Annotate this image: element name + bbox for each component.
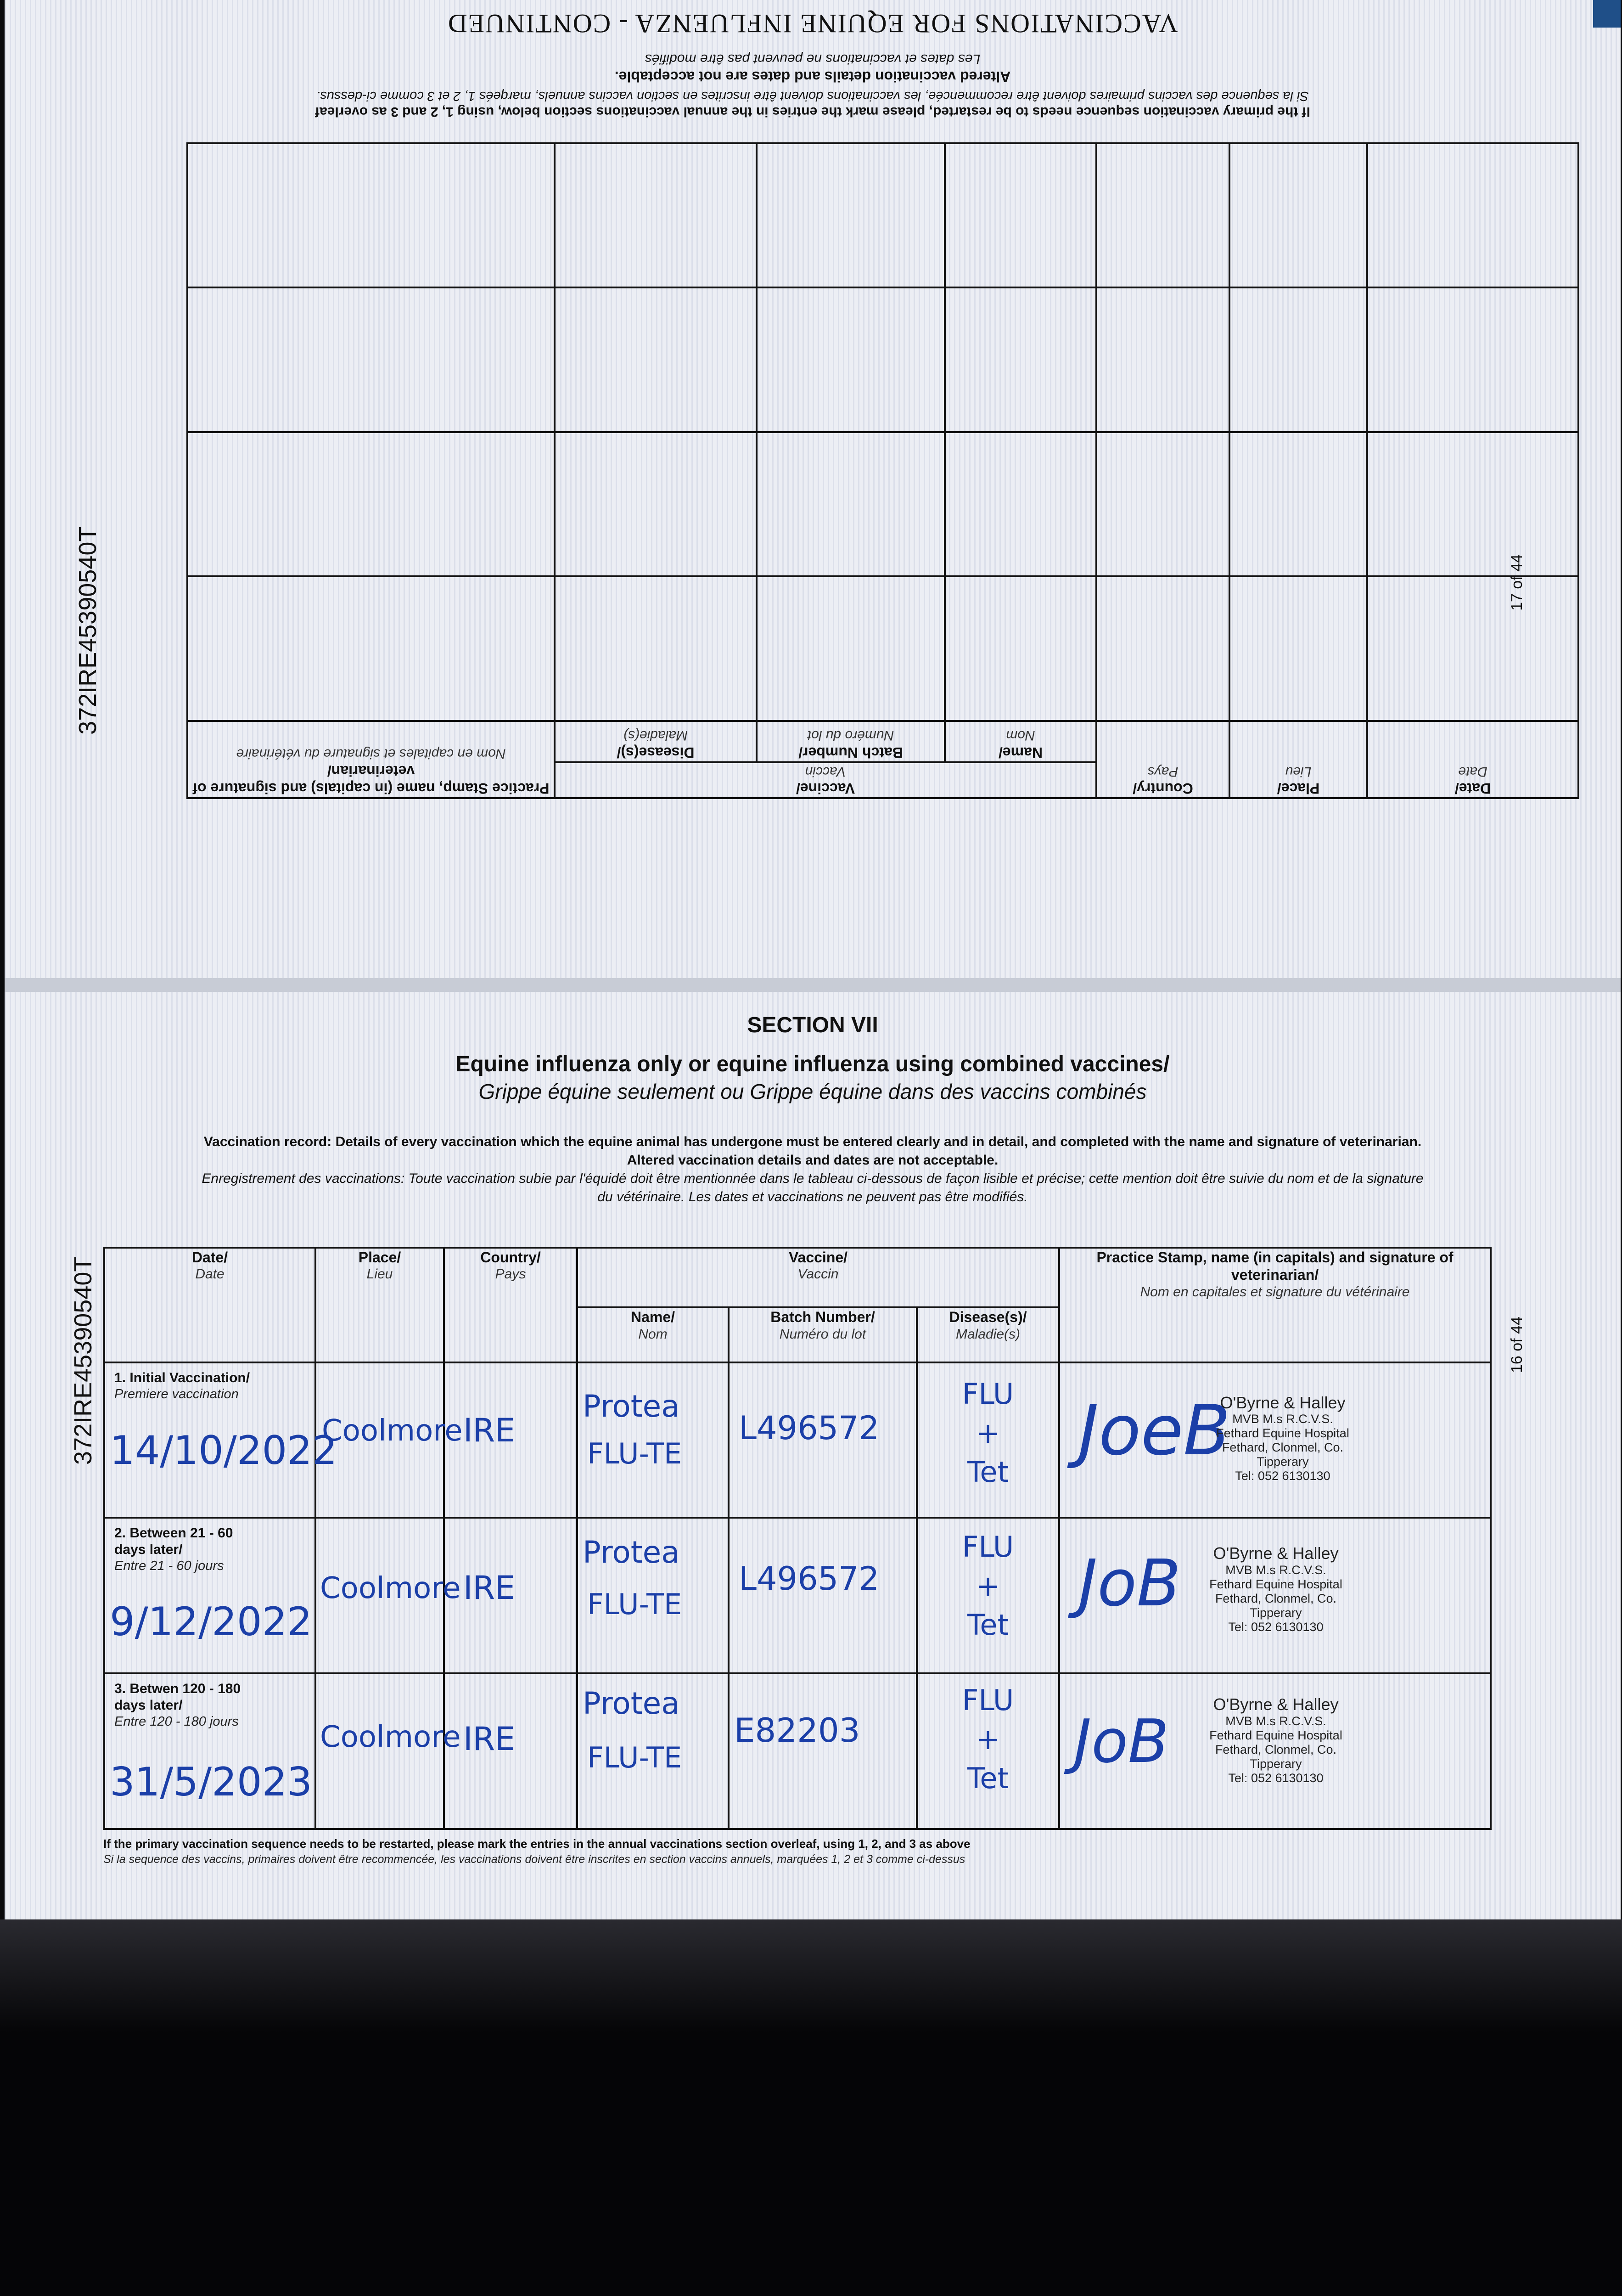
- row-country-cell: [444, 1673, 577, 1829]
- row-vaccine-name-cell: [577, 1673, 729, 1829]
- upper-altered-fr: Les dates et vaccinations ne peuvent pas être modifiés: [645, 51, 981, 67]
- vet-signature: JoeB: [1078, 1390, 1231, 1471]
- row-place: Coolmore: [320, 1720, 461, 1755]
- practice-stamp: O'Byrne & Halley MVB M.s R.C.V.S. Fethard Equine Hospital Fethard, Clonmel, Co. Tipperary Tel: 052 6130130: [1216, 1393, 1349, 1483]
- row-place: Coolmore: [320, 1571, 461, 1606]
- row-date-cell: [104, 1518, 315, 1673]
- row-disease-cell: [917, 1362, 1059, 1518]
- row-disease-3: Tet: [967, 1455, 1009, 1489]
- table-row: [104, 1673, 1491, 1829]
- row-stamp-cell: [1059, 1518, 1491, 1673]
- upper-empty-row: [187, 143, 1578, 287]
- vet-signature: JoB: [1074, 1706, 1169, 1777]
- row-date: 31/5/2023: [110, 1759, 312, 1806]
- row-country: IRE: [463, 1720, 516, 1758]
- row-disease-3: Tet: [967, 1761, 1009, 1795]
- row-disease-2: +: [976, 1416, 1000, 1450]
- upper-header-disease: Disease(s)/ Maladie(s): [555, 721, 757, 762]
- record-note-fr-1: Enregistrement des vaccinations: Toute vaccination subie par l'équidé doit être mentionnée dans le tableau ci-dessous de façon lisible et précise; cette mention doit être suivie du nom et de la signature: [202, 1171, 1424, 1186]
- upper-header-place: Place/ Lieu: [1229, 721, 1367, 798]
- upper-running-title: VACCINATIONS FOR EQUINE INFLUENZA - CONTINUED: [447, 9, 1179, 39]
- row-disease-cell: [917, 1673, 1059, 1829]
- row-disease-2: +: [976, 1569, 1000, 1603]
- upper-vaccination-table: [186, 142, 1579, 799]
- upper-altered-en: Altered vaccination details and dates are not acceptable.: [614, 68, 1011, 85]
- vet-signature: JoB: [1078, 1546, 1181, 1621]
- row-batch: E82203: [734, 1711, 860, 1750]
- row-label: 1. Initial Vaccination/ Premiere vaccination: [114, 1370, 250, 1401]
- header-batch: Batch Number/ Numéro du lot: [729, 1307, 917, 1362]
- header-name: Name/ Nom: [577, 1307, 729, 1362]
- vaccination-table: [103, 1247, 1492, 1830]
- row-vaccine-name-cell: [577, 1518, 729, 1673]
- practice-stamp: O'Byrne & Halley MVB M.s R.C.V.S. Fethard Equine Hospital Fethard, Clonmel, Co. Tipperary Tel: 052 6130130: [1209, 1544, 1342, 1634]
- practice-stamp: O'Byrne & Halley MVB M.s R.C.V.S. Fethard Equine Hospital Fethard, Clonmel, Co. Tipperary Tel: 052 6130130: [1209, 1695, 1342, 1785]
- lower-document-code: 372IRE45390540T: [69, 1256, 97, 1465]
- row-batch: L496572: [739, 1560, 880, 1598]
- header-place: Place/ Lieu: [315, 1248, 444, 1362]
- row-disease-2: +: [976, 1722, 1000, 1756]
- row-vaccine-name-1: Protea: [583, 1686, 680, 1722]
- record-note-en: Vaccination record: Details of every vaccination which the equine animal has undergone must be entered clearly and in detail, and completed with the name and signature of veterinarian.: [203, 1134, 1422, 1149]
- row-date: 9/12/2022: [110, 1599, 312, 1645]
- subtitle-fr: Grippe équine seulement ou Grippe équine dans des vaccins combinés: [478, 1080, 1147, 1103]
- row-vaccine-name-2: FLU-TE: [587, 1436, 682, 1470]
- header-vaccine: Vaccine/ Vaccin: [577, 1248, 1059, 1307]
- row-date: 14/10/2022: [110, 1427, 337, 1474]
- row-batch-cell: [729, 1518, 917, 1673]
- row-country-cell: [444, 1518, 577, 1673]
- lower-page: [5, 992, 1621, 1919]
- lower-page-number: 16 of 44: [1508, 1317, 1526, 1373]
- row-label: 3. Betwen 120 - 180 days later/ Entre 120 - 180 jours: [114, 1681, 241, 1729]
- row-disease-1: FLU: [962, 1530, 1014, 1564]
- row-date-cell: [104, 1673, 315, 1829]
- row-batch: L496572: [739, 1409, 880, 1447]
- row-disease-3: Tet: [967, 1608, 1009, 1642]
- header-disease: Disease(s)/ Maladie(s): [917, 1307, 1059, 1362]
- row-vaccine-name-1: Protea: [583, 1388, 680, 1424]
- header-stamp: Practice Stamp, name (in capitals) and signature of veterinarian/ Nom en capitales et signature du vétérinaire: [1059, 1248, 1491, 1362]
- footer-note-fr: Si la sequence des vaccins, primaires doivent être recommencée, les vaccinations doivent être inscrites en section vaccins annuels, marquées 1, 2 et 3 comme ci-dessus: [103, 1853, 965, 1866]
- table-row: [104, 1518, 1491, 1673]
- row-vaccine-name-2: FLU-TE: [587, 1587, 682, 1621]
- row-label: 2. Between 21 - 60 days later/ Entre 21 - 60 jours: [114, 1525, 233, 1574]
- subtitle-en: Equine influenza only or equine influenza using combined vaccines/: [455, 1052, 1170, 1076]
- row-stamp-cell: [1059, 1673, 1491, 1829]
- row-disease-1: FLU: [962, 1377, 1014, 1411]
- row-country-cell: [444, 1362, 577, 1518]
- upper-page-number: 17 of 44: [1508, 554, 1526, 611]
- upper-restart-en: If the primary vaccination sequence needs to be restarted, please mark the entries in the annual vaccinations section below, using 1, 2 and 3 as overleaf: [315, 104, 1310, 119]
- row-date-cell: [104, 1362, 337, 1518]
- row-batch-cell: [729, 1673, 917, 1829]
- footer-note-en: If the primary vaccination sequence needs to be restarted, please mark the entries in the annual vaccinations section overleaf, using 1, 2, and 3 as above: [103, 1837, 971, 1851]
- row-vaccine-name-cell: [577, 1362, 729, 1518]
- record-note-fr-2: du vétérinaire. Les dates et vaccinations ne peuvent pas être modifiés.: [597, 1189, 1028, 1204]
- section-title: SECTION VII: [747, 1013, 878, 1037]
- row-country: IRE: [463, 1569, 516, 1607]
- row-vaccine-name-2: FLU-TE: [587, 1741, 682, 1775]
- row-disease-1: FLU: [962, 1683, 1014, 1717]
- row-place-cell: [315, 1362, 463, 1518]
- upper-page-rotated-content: [5, 0, 1621, 978]
- upper-page: [5, 0, 1621, 992]
- altered-note-en: Altered vaccination details and dates are not acceptable.: [627, 1153, 999, 1168]
- upper-header-date: Date/ Date: [1367, 721, 1578, 798]
- header-date: Date/ Date: [104, 1248, 315, 1362]
- table-row: [104, 1362, 1491, 1518]
- row-place-cell: [315, 1518, 461, 1673]
- upper-header-name: Name/ Nom: [945, 721, 1096, 762]
- row-place-cell: [315, 1673, 461, 1829]
- row-stamp-cell: [1059, 1362, 1491, 1518]
- upper-header-batch: Batch Number/ Numéro du lot: [757, 721, 945, 762]
- upper-header-country: Country/ Pays: [1096, 721, 1229, 798]
- upper-header-stamp: Practice Stamp, name (in capitals) and signature of veterinarian/ Nom en capitales et signature du vétérinaire: [187, 721, 555, 798]
- upper-empty-row: [187, 576, 1578, 720]
- row-disease-cell: [917, 1518, 1059, 1673]
- row-vaccine-name-1: Protea: [583, 1535, 680, 1570]
- header-country: Country/ Pays: [444, 1248, 577, 1362]
- row-country: IRE: [463, 1411, 516, 1449]
- upper-empty-row: [187, 432, 1578, 576]
- row-place: Coolmore: [322, 1413, 463, 1448]
- upper-header-vaccine: Vaccine/ Vaccin: [555, 762, 1096, 798]
- upper-empty-row: [187, 287, 1578, 432]
- row-batch-cell: [729, 1362, 917, 1518]
- upper-restart-fr: Si la sequence des vaccins primaires doivent être recommencée, les vaccinations doivent être inscrites en section vaccins annuels, marqeés 1, 2 et 3 comme ci-dessus.: [316, 89, 1309, 103]
- scanner-background: [0, 1919, 1622, 2296]
- upper-document-code: 372IRE45390540T: [74, 526, 101, 735]
